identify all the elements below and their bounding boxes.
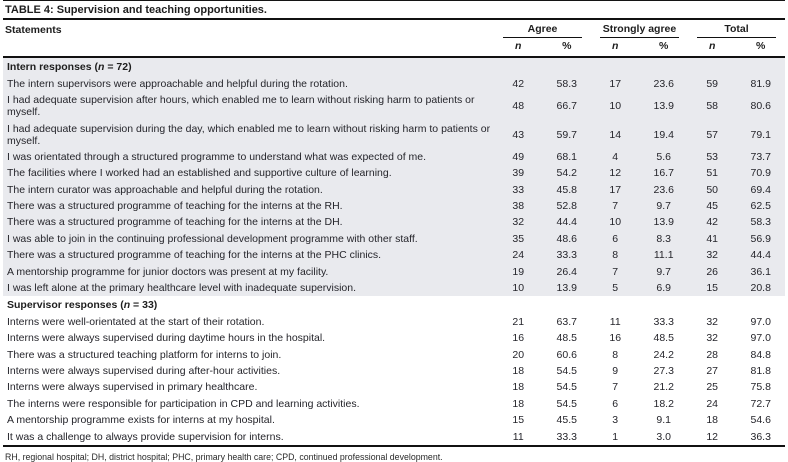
value-cell: 24 [494,247,542,263]
value-cell: 69.4 [736,181,785,197]
n-symbol: n [98,60,105,73]
value-cell: 49 [494,149,542,165]
column-group-agree [494,20,591,38]
value-cell: 25 [706,381,719,394]
value-cell: 52.8 [542,198,591,214]
value-cell: 68.1 [542,149,591,165]
value-cell: 27.3 [653,365,674,377]
value-cell: 6 [612,397,619,410]
value-cell: 66.7 [542,92,591,120]
value-cell: 62.5 [736,198,785,214]
value-cell: 19 [494,263,542,279]
section-header-row [3,296,785,314]
value-cell: 23.6 [639,181,687,197]
value-cell: 15 [688,280,736,296]
value-cell: 11.1 [639,247,687,263]
value-cell: 36.1 [736,263,785,279]
value-cell: 97.0 [750,332,771,345]
value-cell: 48.6 [542,231,591,247]
subheader-strongly-agree-pct: % [659,40,669,52]
value-cell: 9 [612,365,619,377]
table-row [3,280,785,296]
value-cell: 5.6 [639,149,687,165]
statement-cell: I was orientated through a structured programme to understand what was expected of me. [3,149,494,165]
value-cell: 36.3 [750,430,771,443]
column-group-strongly-agree-label: Strongly agree [600,23,679,38]
statement-cell: Interns were always supervised during after-hour activities. [7,365,281,377]
value-cell: 23.6 [639,76,687,92]
value-cell: 54.2 [542,165,591,181]
column-group-total [688,20,785,38]
statement-cell: A mentorship programme for junior doctors was present at my facility. [3,263,494,279]
value-cell: 12 [706,430,719,443]
subheader-agree-n: n [515,40,522,52]
value-cell: 17 [591,181,639,197]
value-cell: 54.5 [556,365,577,377]
value-cell: 54.5 [556,381,577,394]
value-cell: 35 [494,231,542,247]
value-cell: 8 [591,247,639,263]
table-row [3,76,785,92]
value-cell: 54.6 [750,414,771,427]
value-cell: 20 [512,348,525,361]
value-cell: 10 [591,214,639,230]
value-cell: 81.9 [736,76,785,92]
section-header-label: Supervisor responses (n = 33) [7,298,158,311]
table-row [3,181,785,197]
value-cell: 58 [688,92,736,120]
value-cell: 45.8 [542,181,591,197]
statement-cell: I was able to join in the continuing professional development programme with other staff. [3,231,494,247]
value-cell: 51 [688,165,736,181]
data-table [3,20,785,447]
value-cell: 5 [591,280,639,296]
section-header-label: Intern responses (n = 72) [3,57,785,76]
statement-cell: I was left alone at the primary healthcare level with inadequate supervision. [3,280,494,296]
value-cell: 8 [612,348,619,361]
table-row [3,314,785,330]
value-cell: 70.9 [736,165,785,181]
value-cell: 24.2 [653,348,674,361]
value-cell: 58.3 [736,214,785,230]
value-cell: 43 [494,120,542,148]
table-body [3,57,785,446]
table-row [3,165,785,181]
subheader-strongly-agree-n: n [612,40,619,52]
value-cell: 6.9 [639,280,687,296]
value-cell: 13.9 [542,280,591,296]
table-row [3,330,785,346]
table-row [3,428,785,445]
value-cell: 97.0 [750,315,771,328]
statement-cell: There was a structured programme of teaching for the interns at the RH. [3,198,494,214]
value-cell: 19.4 [639,120,687,148]
value-cell: 18 [706,414,719,427]
table-row [3,149,785,165]
column-group-agree-label: Agree [503,23,582,38]
value-cell: 48 [494,92,542,120]
value-cell: 27 [706,365,719,377]
statement-cell: The intern supervisors were approachable and helpful during the rotation. [3,76,494,92]
value-cell: 18 [512,365,525,377]
table-row [3,92,785,120]
value-cell: 18 [512,397,525,410]
value-cell: 14 [591,120,639,148]
value-cell: 13.9 [639,214,687,230]
subheader-total-pct: % [756,40,766,52]
table-row [3,379,785,395]
value-cell: 4 [591,149,639,165]
value-cell: 11 [512,430,524,443]
statement-cell: I had adequate supervision after hours, which enabled me to learn without risking harm to patients or myself. [3,92,494,120]
value-cell: 9.7 [639,263,687,279]
value-cell: 39 [494,165,542,181]
statement-cell: Interns were well-orientated at the start of their rotation. [7,315,265,328]
value-cell: 3 [612,414,619,427]
table-row [3,247,785,263]
statement-cell: A mentorship programme exists for interns at my hospital. [7,414,275,427]
value-cell: 1 [612,430,619,443]
value-cell: 32 [706,332,719,345]
table-row [3,363,785,379]
value-cell: 56.9 [736,231,785,247]
value-cell: 45.5 [556,414,577,427]
value-cell: 9.7 [639,198,687,214]
subheader-total-n: n [708,40,716,52]
statement-cell: I had adequate supervision during the day, which enabled me to learn without risking harm to patients or myself. [3,120,494,148]
value-cell: 57 [688,120,736,148]
table-row [3,214,785,230]
value-cell: 18.2 [653,397,674,410]
value-cell: 7 [591,198,639,214]
value-cell: 50 [688,181,736,197]
table-footnote: RH, regional hospital; DH, district hospital; PHC, primary health care; CPD, continued professional development. [5,451,443,462]
value-cell: 59.7 [542,120,591,148]
section-header-row [3,57,785,76]
value-cell: 6 [591,231,639,247]
value-cell: 44.4 [542,214,591,230]
table-row [3,231,785,247]
statement-cell: There was a structured teaching platform for interns to join. [7,348,282,361]
value-cell: 21 [512,315,525,328]
value-cell: 81.8 [750,365,771,377]
value-cell: 60.6 [556,348,577,361]
value-cell: 84.8 [750,348,771,361]
value-cell: 16.7 [639,165,687,181]
value-cell: 8.3 [639,231,687,247]
value-cell: 7 [591,263,639,279]
value-cell: 3.0 [656,430,672,443]
value-cell: 75.8 [750,381,771,394]
value-cell: 32 [494,214,542,230]
value-cell: 33.3 [653,315,674,328]
n-symbol: n [123,298,131,311]
value-cell: 32 [688,247,736,263]
value-cell: 17 [591,76,639,92]
value-cell: 26 [688,263,736,279]
table-head [3,20,785,57]
statement-cell: Interns were always supervised during daytime hours in the hospital. [7,332,326,345]
value-cell: 80.6 [736,92,785,120]
value-cell: 10 [494,280,542,296]
table-row [3,346,785,362]
table-row [3,263,785,279]
value-cell: 53 [688,149,736,165]
column-group-total-label: Total [697,23,776,38]
value-cell: 32 [706,315,719,328]
value-cell: 54.5 [556,397,577,410]
value-cell: 20.8 [736,280,785,296]
table-row [3,198,785,214]
table-row [3,396,785,412]
value-cell: 41 [688,231,736,247]
value-cell: 24 [706,397,719,410]
value-cell: 33 [494,181,542,197]
value-cell: 26.4 [542,263,591,279]
table-caption: TABLE 4: Supervision and teaching opportunities. [5,4,267,16]
statement-cell: There was a structured programme of teaching for the interns at the PHC clinics. [3,247,494,263]
value-cell: 42 [688,214,736,230]
value-cell: 33.3 [542,247,591,263]
value-cell: 63.7 [556,315,577,328]
value-cell: 18 [512,381,525,394]
value-cell: 44.4 [736,247,785,263]
value-cell: 28 [706,348,719,361]
statement-cell: It was a challenge to always provide supervision for interns. [7,430,284,443]
value-cell: 45 [688,198,736,214]
table-row [3,412,785,428]
statement-cell: The intern curator was approachable and helpful during the rotation. [3,181,494,197]
column-group-strongly-agree [591,20,688,38]
column-header-statements: Statements [5,24,62,36]
value-cell: 48.5 [653,332,674,345]
value-cell: 15 [512,414,525,427]
statement-cell: There was a structured programme of teaching for the interns at the DH. [3,214,494,230]
value-cell: 79.1 [736,120,785,148]
value-cell: 38 [494,198,542,214]
subheader-agree-pct: % [562,40,572,52]
value-cell: 12 [591,165,639,181]
value-cell: 59 [688,76,736,92]
value-cell: 21.2 [653,381,674,394]
statement-cell: The facilities where I worked had an established and supportive culture of learning. [3,165,494,181]
value-cell: 58.3 [542,76,591,92]
value-cell: 11 [609,315,621,328]
value-cell: 9.1 [656,414,672,427]
value-cell: 13.9 [639,92,687,120]
statement-cell: The interns were responsible for participation in CPD and learning activities. [7,397,360,410]
table-row [3,120,785,148]
value-cell: 42 [494,76,542,92]
value-cell: 72.7 [750,397,771,410]
value-cell: 48.5 [556,332,577,345]
value-cell: 10 [591,92,639,120]
statement-cell: Interns were always supervised in primary healthcare. [7,381,258,394]
value-cell: 16 [512,332,525,345]
value-cell: 33.3 [556,430,577,443]
value-cell: 7 [612,381,619,394]
value-cell: 73.7 [736,149,785,165]
value-cell: 16 [609,332,622,345]
